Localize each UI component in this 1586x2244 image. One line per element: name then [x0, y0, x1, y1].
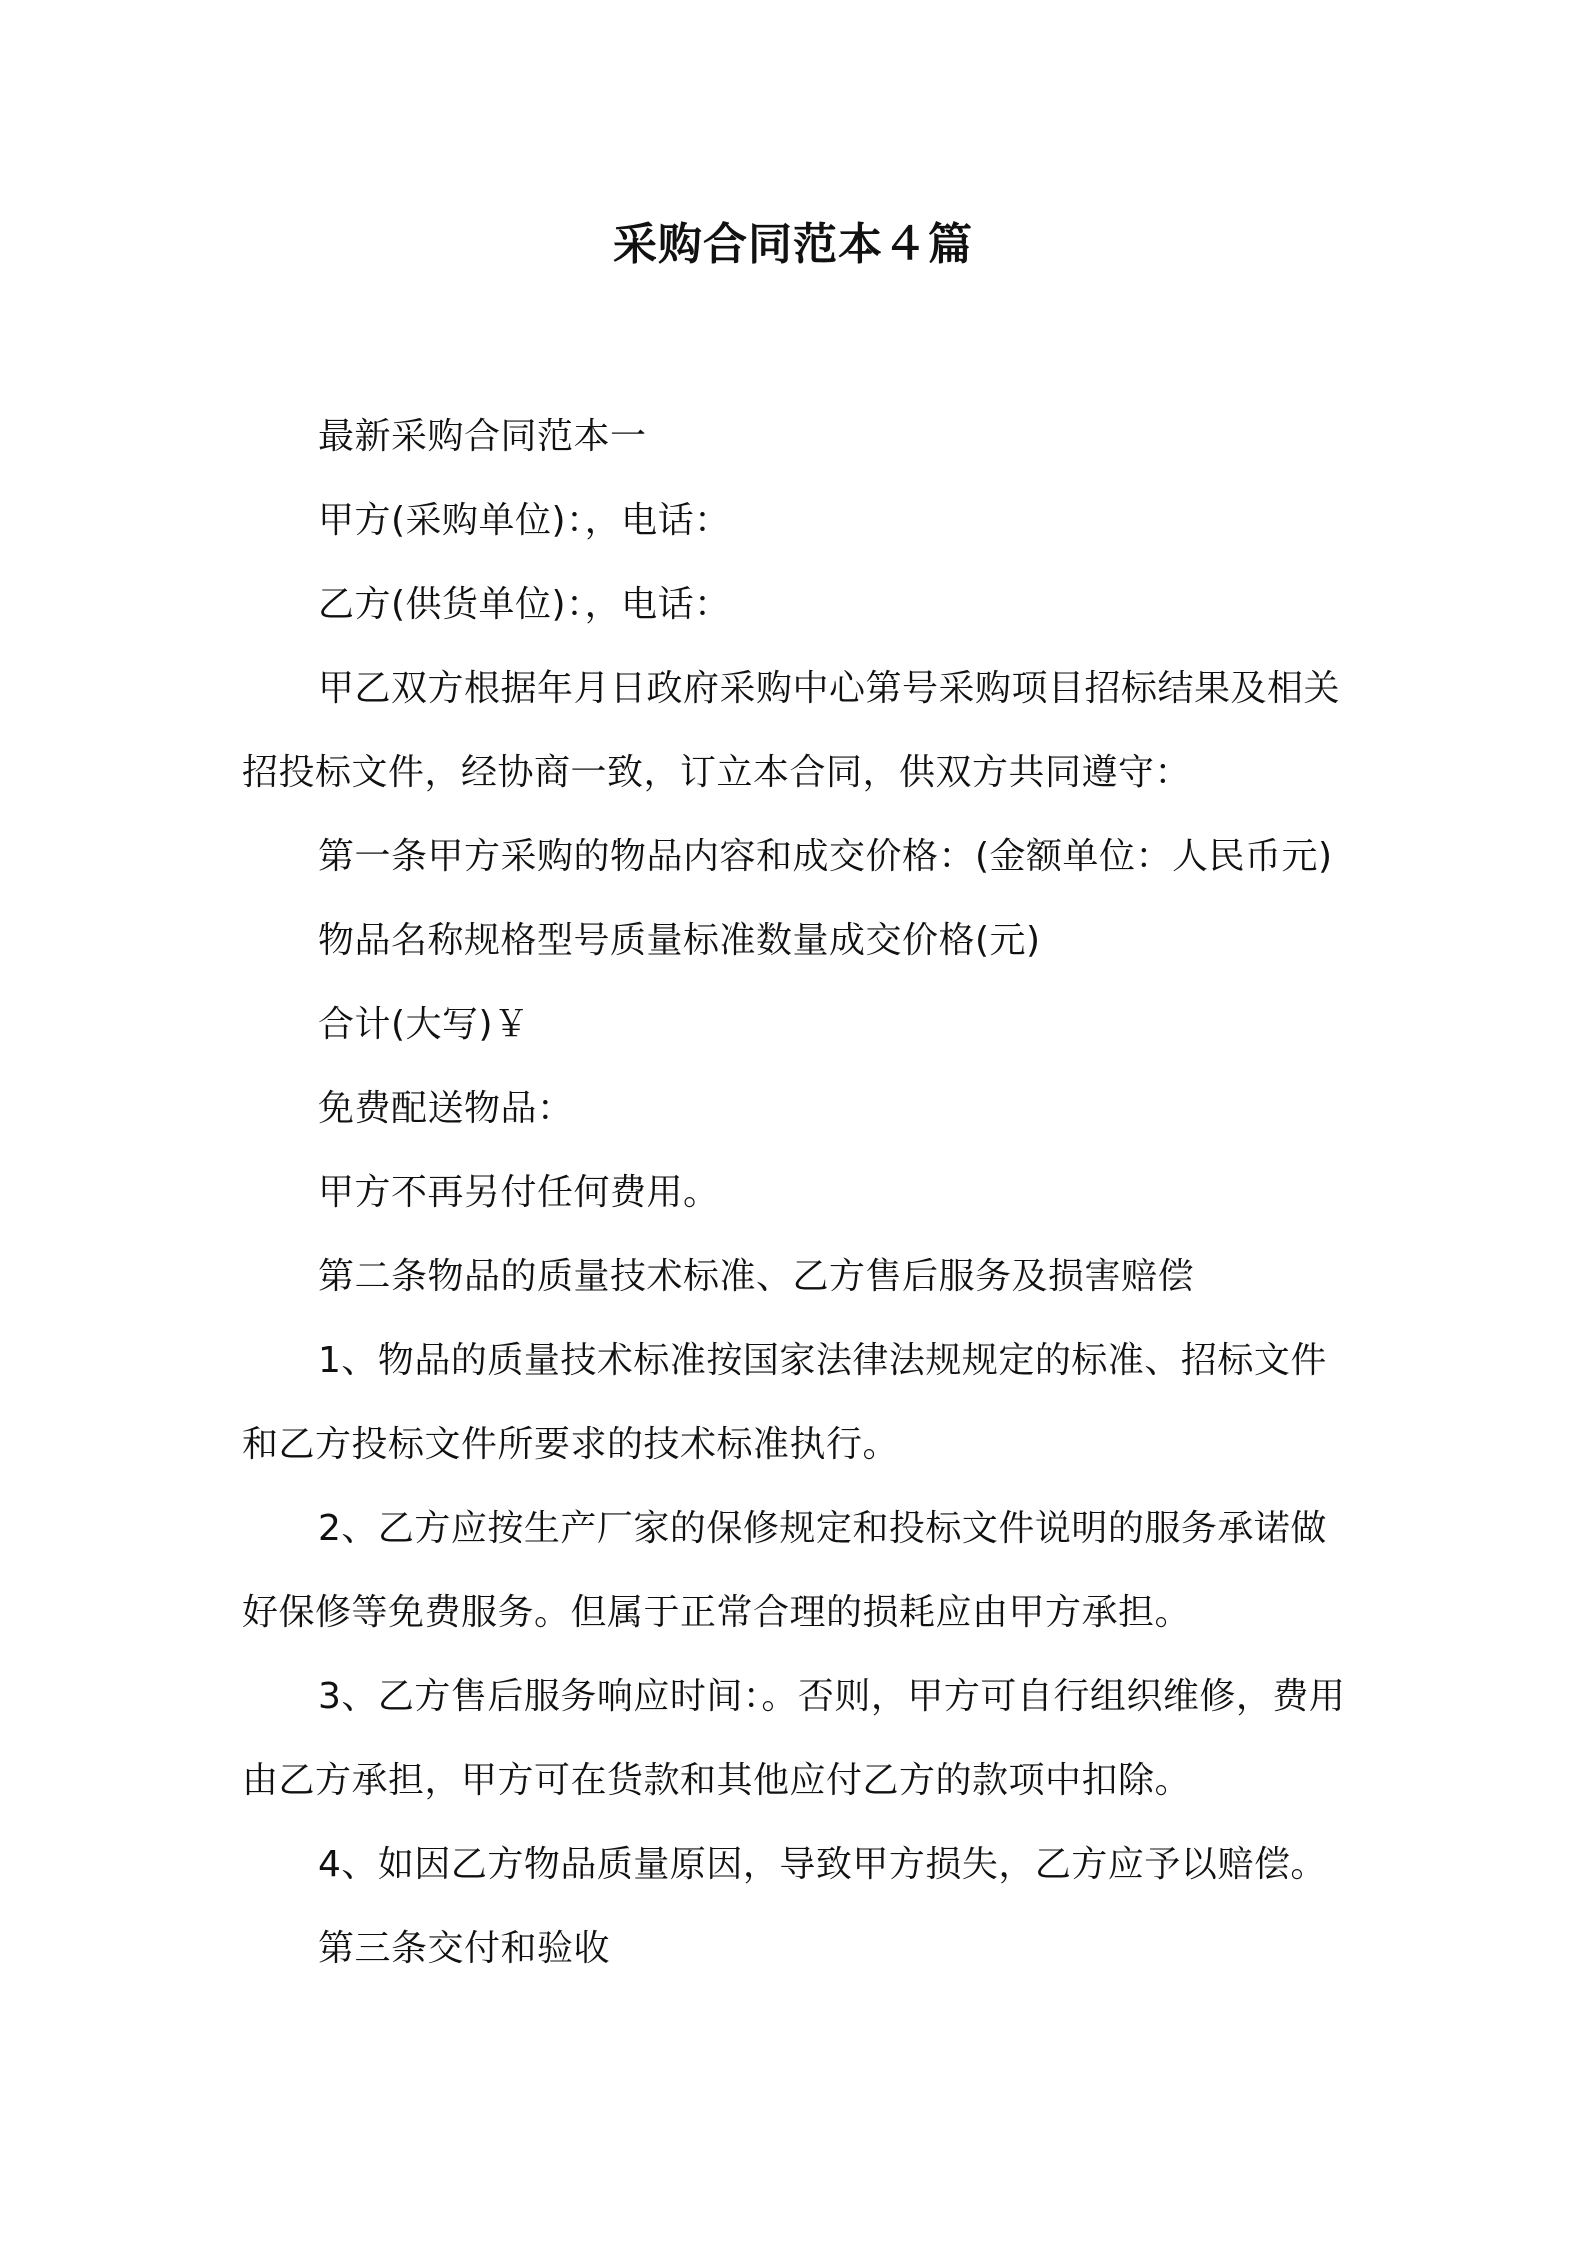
paragraph-party-b: 乙方(供货单位)：，电话：	[318, 584, 731, 625]
paragraph-article-3: 第三条交付和验收	[318, 1928, 611, 1969]
paragraph-clause-4: 4、如因乙方物品质量原因，导致甲方损失，乙方应予以赔偿。	[318, 1844, 1327, 1885]
paragraph-free-delivery: 免费配送物品：	[318, 1088, 574, 1129]
paragraph-party-a: 甲方(采购单位)：，电话：	[318, 500, 731, 541]
paragraph-section-heading: 最新采购合同范本一	[318, 416, 647, 457]
paragraph-clause-3: 3、乙方售后服务响应时间：。否则，甲方可自行组织维修，费用由乙方承担，甲方可在货款和其他应付乙方的款项中扣除。	[242, 1676, 1346, 1801]
paragraph-item-columns: 物品名称规格型号质量标准数量成交价格(元)	[318, 920, 1041, 961]
paragraph-article-2: 第二条物品的质量技术标准、乙方售后服务及损害赔偿	[318, 1256, 1195, 1297]
document-body	[242, 395, 1354, 1991]
paragraph-no-extra-fee: 甲方不再另付任何费用。	[318, 1172, 720, 1213]
paragraph-clause-1: 1、物品的质量技术标准按国家法律法规规定的标准、招标文件和乙方投标文件所要求的技术标准执行。	[242, 1340, 1327, 1465]
document-title: 采购合同范本４篇	[613, 219, 973, 270]
paragraph-clause-2: 2、乙方应按生产厂家的保修规定和投标文件说明的服务承诺做好保修等免费服务。但属于正常合理的损耗应由甲方承担。	[242, 1508, 1327, 1633]
paragraph-preamble: 甲乙双方根据年月日政府采购中心第号采购项目招标结果及相关招投标文件，经协商一致，订立本合同，供双方共同遵守：	[242, 668, 1341, 793]
paragraph-total: 合计(大写)￥	[318, 1004, 530, 1045]
paragraph-article-1: 第一条甲方采购的物品内容和成交价格：(金额单位：人民币元)	[318, 836, 1333, 877]
